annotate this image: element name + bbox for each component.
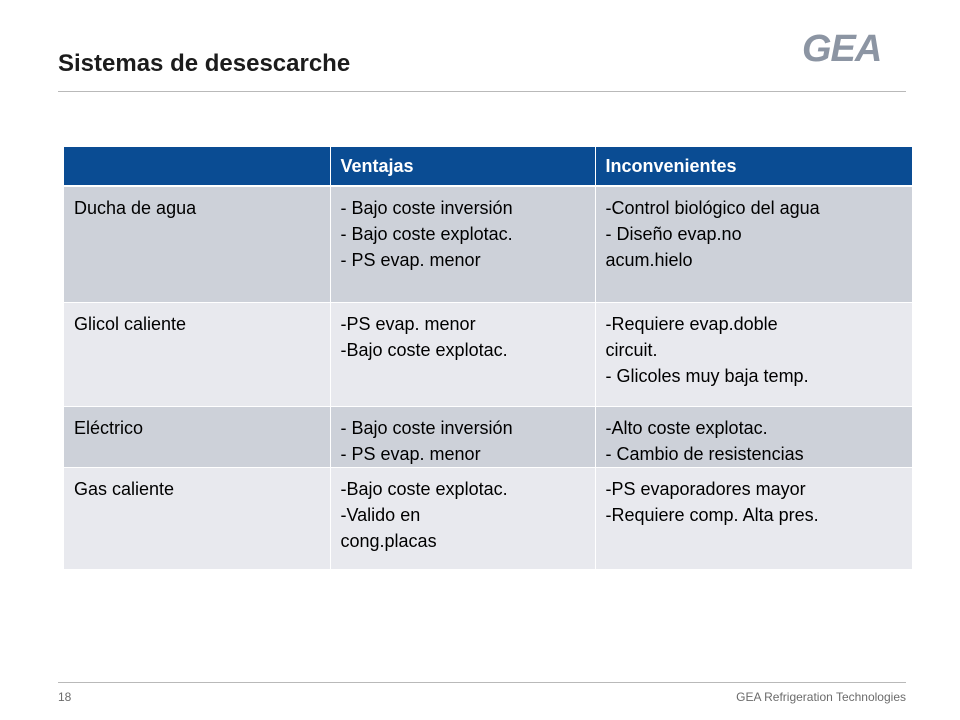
cell-line: cong.placas xyxy=(340,530,437,551)
cell-line: - Glicoles muy baja temp. xyxy=(605,365,809,386)
defrost-systems-table xyxy=(64,147,912,569)
cell-line: -Requiere comp. Alta pres. xyxy=(605,504,819,525)
cell-line: -Valido en xyxy=(340,504,421,525)
gea-logo xyxy=(800,28,906,68)
system-name-cell: Gas caliente xyxy=(64,467,330,569)
svg-text:GEA: GEA xyxy=(802,28,882,68)
system-name-cell: Glicol caliente xyxy=(64,302,330,406)
cell-line: - Bajo coste inversión xyxy=(340,198,513,218)
cell-line: -Bajo coste explotac. xyxy=(340,339,508,360)
cell-line: -Bajo coste explotac. xyxy=(340,478,508,499)
header-divider xyxy=(58,91,906,92)
cell-line: acum.hielo xyxy=(605,250,693,270)
cell-line: -PS evaporadores mayor xyxy=(605,478,806,499)
cell-line: -PS evap. menor xyxy=(340,313,476,334)
page-title: Sistemas de desescarche xyxy=(58,50,351,77)
table-row xyxy=(64,186,912,302)
table-row xyxy=(64,467,912,569)
cell-line: -Control biológico del agua xyxy=(605,198,820,218)
page-number: 18 xyxy=(58,690,72,704)
ventajas-cell xyxy=(330,186,595,302)
header-empty-cell xyxy=(64,147,330,186)
ventajas-cell xyxy=(330,406,595,467)
table-row xyxy=(64,302,912,406)
table-row xyxy=(64,406,912,467)
cell-line: - Diseño evap.no xyxy=(605,224,742,244)
inconvenientes-cell xyxy=(595,467,912,569)
system-name-cell: Eléctrico xyxy=(64,406,330,467)
cell-line: - Cambio de resistencias xyxy=(605,443,804,464)
footer-divider xyxy=(58,682,906,683)
cell-line: - Bajo coste inversión xyxy=(340,417,513,438)
table-header-row xyxy=(64,147,912,186)
cell-line: circuit. xyxy=(605,339,658,360)
ventajas-cell xyxy=(330,302,595,406)
system-name-cell: Ducha de agua xyxy=(64,186,330,302)
cell-line: -Alto coste explotac. xyxy=(605,417,768,438)
cell-line: -Requiere evap.doble xyxy=(605,313,778,334)
cell-line: - PS evap. menor xyxy=(340,250,481,270)
inconvenientes-cell xyxy=(595,406,912,467)
inconvenientes-cell xyxy=(595,302,912,406)
header-ventajas: Ventajas xyxy=(330,147,595,186)
header-inconvenientes: Inconvenientes xyxy=(595,147,912,186)
inconvenientes-cell xyxy=(595,186,912,302)
ventajas-cell xyxy=(330,467,595,569)
cell-line: - PS evap. menor xyxy=(340,443,481,464)
cell-line: - Bajo coste explotac. xyxy=(340,224,513,244)
footer-company: GEA Refrigeration Technologies xyxy=(736,690,906,704)
